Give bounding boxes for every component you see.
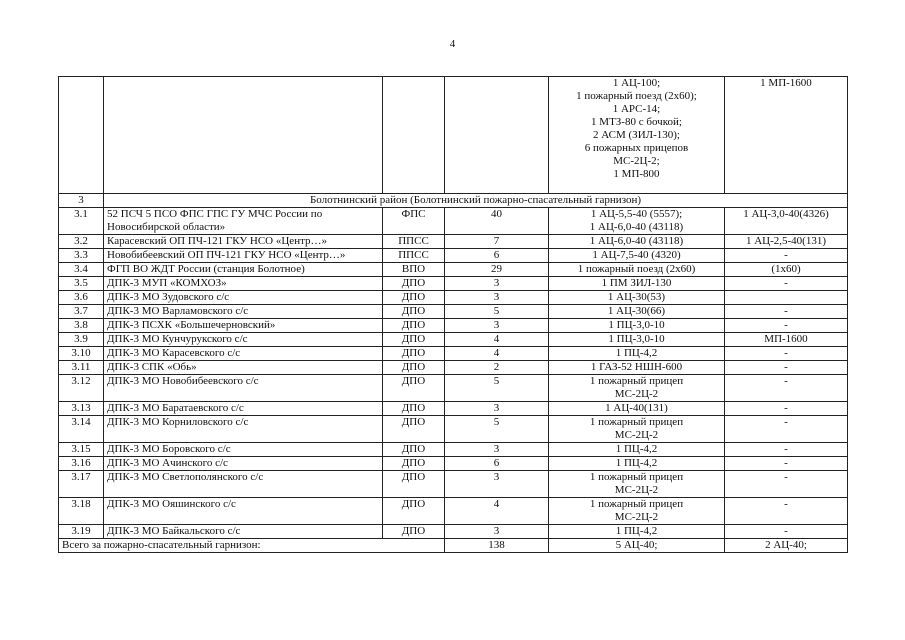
row-number: 3.11 — [59, 361, 104, 375]
section-title: Болотнинский район (Болотнинский пожарно-спасательный гарнизон) — [104, 194, 848, 208]
equipment-main: 1 АЦ-30(66) — [549, 305, 725, 319]
row-number: 3.1 — [59, 208, 104, 235]
staff-count: 4 — [445, 333, 549, 347]
section-number: 3 — [59, 194, 104, 208]
equipment-main: 1 ПЦ-4,2 — [549, 457, 725, 471]
carryover-type-cell — [383, 77, 445, 194]
table-row — [59, 375, 848, 402]
unit-name: ДПК-3 МО Зудовского с/с — [104, 291, 383, 305]
table-row — [59, 525, 848, 539]
equipment-reserve: - — [725, 361, 848, 375]
equipment-main: 1 ГАЗ-52 НШН-600 — [549, 361, 725, 375]
equipment-main: 1 ПЦ-4,2 — [549, 443, 725, 457]
table-row — [59, 277, 848, 291]
staff-count: 29 — [445, 263, 549, 277]
row-number: 3.18 — [59, 498, 104, 525]
equipment-main: 1 ПЦ-4,2 — [549, 525, 725, 539]
total-staff: 138 — [445, 539, 549, 553]
row-number: 3.3 — [59, 249, 104, 263]
staff-count: 5 — [445, 416, 549, 443]
equipment-main: 1 АЦ-40(131) — [549, 402, 725, 416]
staff-count: 2 — [445, 361, 549, 375]
equipment-reserve: - — [725, 347, 848, 361]
row-number: 3.2 — [59, 235, 104, 249]
unit-name: ДПК-3 МО Варламовского с/с — [104, 305, 383, 319]
equipment-reserve: - — [725, 305, 848, 319]
equipment-main: 1 АЦ-6,0-40 (43118) — [549, 235, 725, 249]
equipment-main: 1 АЦ-5,5-40 (5557); 1 АЦ-6,0-40 (43118) — [549, 208, 725, 235]
unit-type: ДПО — [383, 525, 445, 539]
unit-name: ДПК-3 МО Корниловского с/с — [104, 416, 383, 443]
row-number: 3.7 — [59, 305, 104, 319]
equipment-reserve: - — [725, 319, 848, 333]
table-row — [59, 305, 848, 319]
unit-type: ДПО — [383, 333, 445, 347]
carryover-num-cell — [59, 77, 104, 194]
total-reserve: 2 АЦ-40; — [725, 539, 848, 553]
total-row — [59, 539, 848, 553]
row-number: 3.10 — [59, 347, 104, 361]
equipment-reserve: - — [725, 416, 848, 443]
staff-count: 3 — [445, 471, 549, 498]
table-row — [59, 263, 848, 277]
unit-name: ДПК-3 МО Светлополянского с/с — [104, 471, 383, 498]
staff-count: 5 — [445, 375, 549, 402]
staff-count: 40 — [445, 208, 549, 235]
staff-count: 3 — [445, 443, 549, 457]
row-number: 3.16 — [59, 457, 104, 471]
unit-type: ДПО — [383, 347, 445, 361]
unit-name: ФГП ВО ЖДТ России (станция Болотное) — [104, 263, 383, 277]
equipment-main: 1 пожарный прицеп МС-2Ц-2 — [549, 375, 725, 402]
row-number: 3.5 — [59, 277, 104, 291]
equipment-main: 1 ПЦ-4,2 — [549, 347, 725, 361]
total-equipment: 5 АЦ-40; — [549, 539, 725, 553]
unit-name: ДПК-3 МО Кунчурукского с/с — [104, 333, 383, 347]
unit-type: ДПО — [383, 498, 445, 525]
equipment-reserve: - — [725, 375, 848, 402]
table-row — [59, 457, 848, 471]
table-row — [59, 333, 848, 347]
total-label: Всего за пожарно-спасательный гарнизон: — [59, 539, 445, 553]
unit-type: ДПО — [383, 457, 445, 471]
equipment-reserve: - — [725, 471, 848, 498]
row-number: 3.14 — [59, 416, 104, 443]
unit-type: ДПО — [383, 319, 445, 333]
staff-count: 3 — [445, 402, 549, 416]
garrison-table — [58, 76, 848, 553]
unit-name: Новобибеевский ОП ПЧ-121 ГКУ НСО «Центр…» — [104, 249, 383, 263]
table-row — [59, 319, 848, 333]
row-number: 3.8 — [59, 319, 104, 333]
equipment-reserve: 1 АЦ-2,5-40(131) — [725, 235, 848, 249]
unit-name: Карасевский ОП ПЧ-121 ГКУ НСО «Центр…» — [104, 235, 383, 249]
unit-type: ВПО — [383, 263, 445, 277]
unit-type: ДПО — [383, 443, 445, 457]
unit-name: ДПК-3 МУП «КОМХОЗ» — [104, 277, 383, 291]
row-number: 3.17 — [59, 471, 104, 498]
equipment-main: 1 АЦ-7,5-40 (4320) — [549, 249, 725, 263]
table-row — [59, 235, 848, 249]
unit-type: ДПО — [383, 416, 445, 443]
unit-name: ДПК-3 СПК «Обь» — [104, 361, 383, 375]
unit-name: ДПК-3 МО Новобибеевского с/с — [104, 375, 383, 402]
row-number: 3.6 — [59, 291, 104, 305]
table-row — [59, 416, 848, 443]
equipment-reserve: - — [725, 525, 848, 539]
equipment-reserve: - — [725, 249, 848, 263]
row-number: 3.4 — [59, 263, 104, 277]
unit-name: ДПК-3 МО Байкальского с/с — [104, 525, 383, 539]
unit-type: ДПО — [383, 291, 445, 305]
carryover-staff-cell — [445, 77, 549, 194]
equipment-reserve: - — [725, 443, 848, 457]
table-row — [59, 347, 848, 361]
section-header-row — [59, 194, 848, 208]
carryover-row — [59, 77, 848, 194]
unit-type: ДПО — [383, 277, 445, 291]
equipment-main: 1 АЦ-30(53) — [549, 291, 725, 305]
staff-count: 4 — [445, 347, 549, 361]
carryover-name-cell — [104, 77, 383, 194]
equipment-reserve — [725, 291, 848, 305]
table-row — [59, 471, 848, 498]
unit-type: ДПО — [383, 471, 445, 498]
staff-count: 6 — [445, 249, 549, 263]
unit-type: ДПО — [383, 305, 445, 319]
row-number: 3.19 — [59, 525, 104, 539]
equipment-reserve: (1х60) — [725, 263, 848, 277]
equipment-main: 1 пожарный прицеп МС-2Ц-2 — [549, 416, 725, 443]
equipment-main: 1 ПЦ-3,0-10 — [549, 333, 725, 347]
carryover-equipment-cell: 1 АЦ-100; 1 пожарный поезд (2х60); 1 АРС-14; 1 МТЗ-80 с бочкой; 2 АСМ (ЗИЛ-130); 6 пожарных прицепов МС-2Ц-2; 1 МП-800 — [549, 77, 725, 194]
staff-count: 3 — [445, 291, 549, 305]
row-number: 3.12 — [59, 375, 104, 402]
unit-name: ДПК-3 ПСХК «Большечерновский» — [104, 319, 383, 333]
unit-name: ДПК-3 МО Ачинского с/с — [104, 457, 383, 471]
equipment-reserve: - — [725, 498, 848, 525]
unit-type: ДПО — [383, 375, 445, 402]
equipment-main: 1 пожарный прицеп МС-2Ц-2 — [549, 471, 725, 498]
unit-type: ДПО — [383, 402, 445, 416]
table-row — [59, 361, 848, 375]
table-row — [59, 402, 848, 416]
equipment-reserve: - — [725, 402, 848, 416]
staff-count: 3 — [445, 319, 549, 333]
equipment-main: 1 пожарный поезд (2х60) — [549, 263, 725, 277]
table-row — [59, 443, 848, 457]
equipment-reserve: - — [725, 457, 848, 471]
table-row — [59, 498, 848, 525]
staff-count: 3 — [445, 277, 549, 291]
equipment-main: 1 пожарный прицеп МС-2Ц-2 — [549, 498, 725, 525]
carryover-reserve-cell: 1 МП-1600 — [725, 77, 848, 194]
staff-count: 4 — [445, 498, 549, 525]
equipment-reserve: 1 АЦ-3,0-40(4326) — [725, 208, 848, 235]
page-number: 4 — [449, 38, 456, 50]
unit-name: 52 ПСЧ 5 ПСО ФПС ГПС ГУ МЧС России по Новосибирской области» — [104, 208, 383, 235]
staff-count: 6 — [445, 457, 549, 471]
equipment-main: 1 ПЦ-3,0-10 — [549, 319, 725, 333]
staff-count: 5 — [445, 305, 549, 319]
row-number: 3.13 — [59, 402, 104, 416]
unit-name: ДПК-3 МО Карасевского с/с — [104, 347, 383, 361]
row-number: 3.9 — [59, 333, 104, 347]
equipment-reserve: МП-1600 — [725, 333, 848, 347]
staff-count: 7 — [445, 235, 549, 249]
row-number: 3.15 — [59, 443, 104, 457]
equipment-main: 1 ПМ ЗИЛ-130 — [549, 277, 725, 291]
staff-count: 3 — [445, 525, 549, 539]
table-row — [59, 249, 848, 263]
table-row — [59, 291, 848, 305]
equipment-reserve: - — [725, 277, 848, 291]
unit-type: ППСС — [383, 235, 445, 249]
unit-type: ППСС — [383, 249, 445, 263]
unit-name: ДПК-3 МО Баратаевского с/с — [104, 402, 383, 416]
unit-name: ДПК-3 МО Ояшинского с/с — [104, 498, 383, 525]
unit-type: ДПО — [383, 361, 445, 375]
unit-name: ДПК-3 МО Боровского с/с — [104, 443, 383, 457]
table-row — [59, 208, 848, 235]
unit-type: ФПС — [383, 208, 445, 235]
